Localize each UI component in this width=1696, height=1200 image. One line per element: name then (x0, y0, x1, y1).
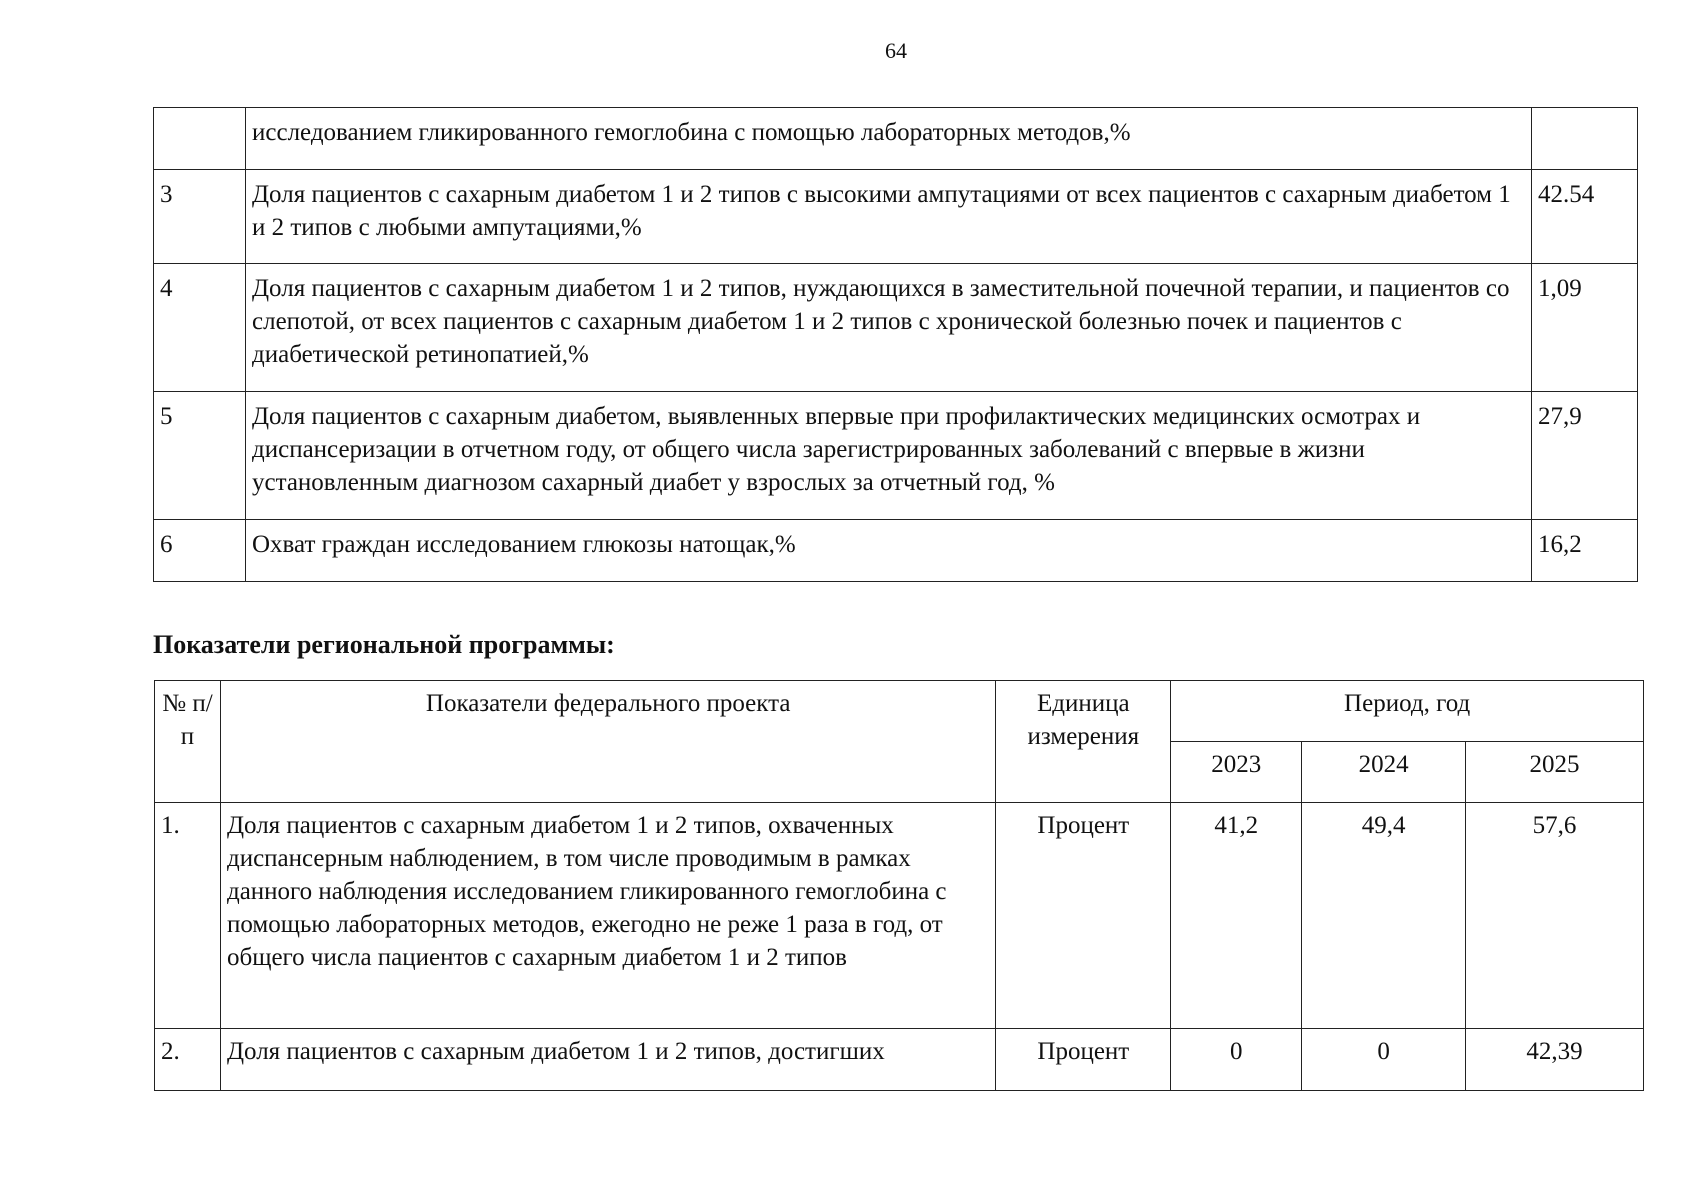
section-title: Показатели региональной программы: (153, 630, 615, 659)
indicator-value: 57,6 (1466, 803, 1644, 1029)
table-row (155, 1029, 1644, 1091)
page-number: 64 (885, 38, 907, 63)
indicator-value: 16,2 (1532, 520, 1638, 582)
table-row (154, 108, 1638, 170)
header-year: 2024 (1302, 742, 1466, 803)
header-period: Период, год (1171, 681, 1644, 742)
indicator-unit: Процент (996, 1029, 1171, 1091)
header-unit: Единица измерения (996, 681, 1171, 803)
indicators-table-continued (153, 107, 1638, 582)
indicator-text: Доля пациентов с сахарным диабетом 1 и 2 типов, достигших (220, 1029, 995, 1091)
header-name: Показатели федерального проекта (220, 681, 995, 803)
table-header-row (155, 681, 1644, 742)
header-year: 2023 (1171, 742, 1302, 803)
indicator-value: 27,9 (1532, 392, 1638, 520)
row-number (154, 108, 246, 170)
indicator-unit: Процент (996, 803, 1171, 1029)
indicator-value: 42,39 (1466, 1029, 1644, 1091)
indicator-value: 1,09 (1532, 264, 1638, 392)
row-number: 4 (154, 264, 246, 392)
row-number: 6 (154, 520, 246, 582)
table-row (155, 803, 1644, 1029)
header-year: 2025 (1466, 742, 1644, 803)
header-num: № п/п (155, 681, 221, 803)
row-number: 3 (154, 170, 246, 264)
indicator-value: 0 (1171, 1029, 1302, 1091)
indicator-text: Доля пациентов с сахарным диабетом 1 и 2 типов с высокими ампутациями от всех пациентов с сахарным диабетом 1 и 2 типов с любыми ампутациями,% (246, 170, 1532, 264)
indicator-text: Доля пациентов с сахарным диабетом 1 и 2 типов, охваченных диспансерным наблюдением, в том числе проводимым в рамках данного наблюдения исследованием гликированного гемоглобина с помощью лабораторных методов, ежегодно не реже 1 раза в год, от общего числа пациентов с сахарным диабетом 1 и 2 типов (220, 803, 995, 1029)
row-number: 5 (154, 392, 246, 520)
table-row (154, 520, 1638, 582)
indicator-value: 0 (1302, 1029, 1466, 1091)
table-row (154, 392, 1638, 520)
row-number: 2. (155, 1029, 221, 1091)
indicator-text: Охват граждан исследованием глюкозы натощак,% (246, 520, 1532, 582)
regional-program-table (154, 680, 1644, 1091)
indicator-text: Доля пациентов с сахарным диабетом 1 и 2 типов, нуждающихся в заместительной почечной терапии, и пациентов со слепотой, от всех пациентов с сахарным диабетом 1 и 2 типов с хронической болезнью почек и пациентов с диабетической ретинопатией,% (246, 264, 1532, 392)
indicator-text: Доля пациентов с сахарным диабетом, выявленных впервые при профилактических медицинских осмотрах и диспансеризации в отчетном году, от общего числа зарегистрированных заболеваний с впервые в жизни установленным диагнозом сахарный диабет у взрослых за отчетный год, % (246, 392, 1532, 520)
row-number: 1. (155, 803, 221, 1029)
indicator-value: 49,4 (1302, 803, 1466, 1029)
indicator-value: 42.54 (1532, 170, 1638, 264)
indicator-value (1532, 108, 1638, 170)
table-row (154, 264, 1638, 392)
table-row (154, 170, 1638, 264)
indicator-text: исследованием гликированного гемоглобина с помощью лабораторных методов,% (246, 108, 1532, 170)
indicator-value: 41,2 (1171, 803, 1302, 1029)
